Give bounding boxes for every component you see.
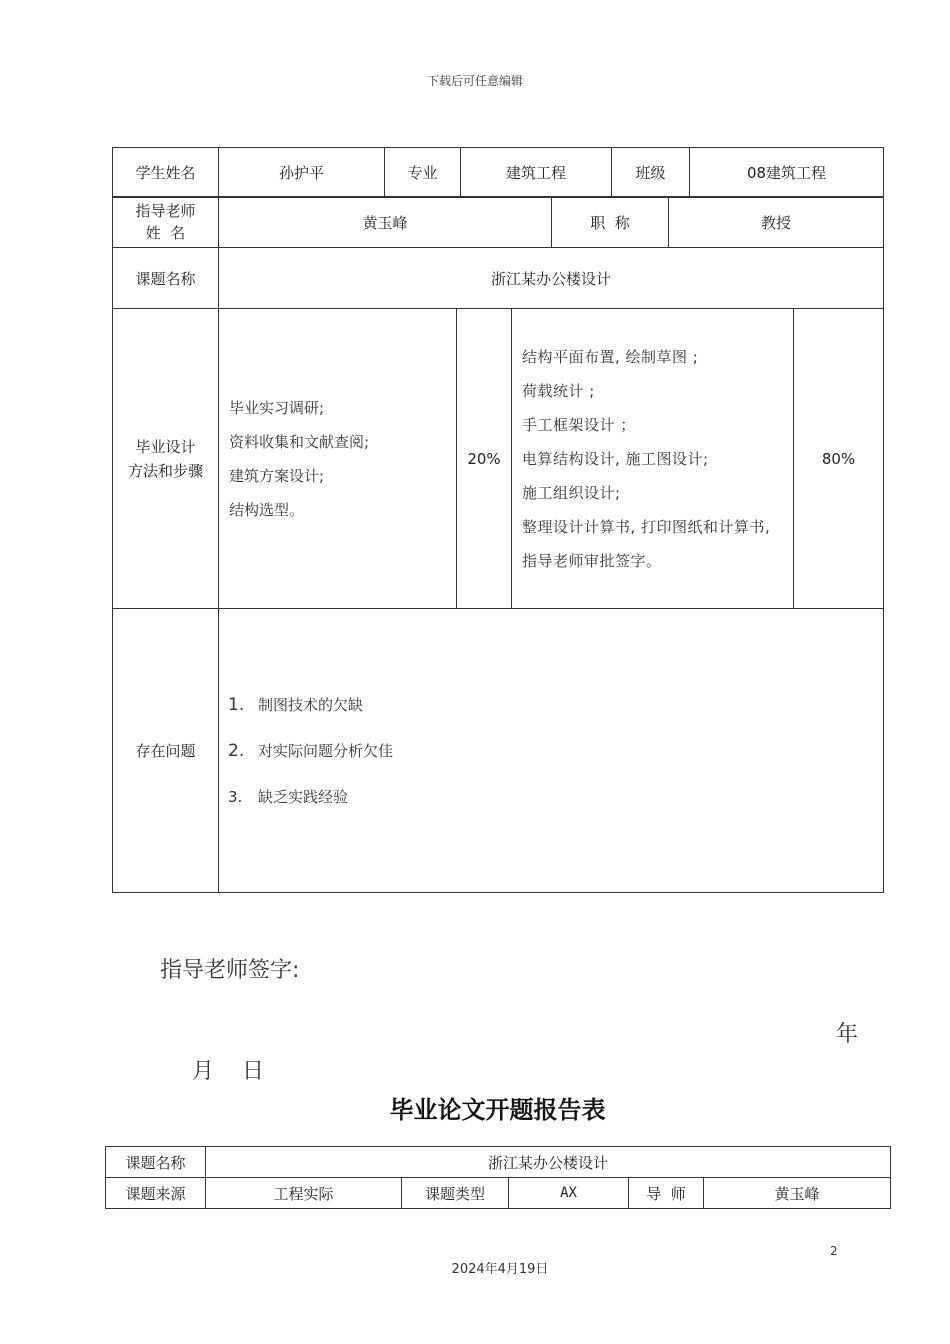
problem-number: 3. (228, 787, 243, 806)
page-number: 2 (830, 1244, 838, 1258)
topic-value: 浙江某办公楼设计 (219, 248, 884, 309)
list-item: 施工组织设计; (522, 483, 621, 502)
method-table (112, 308, 884, 609)
student-info-table (112, 147, 884, 198)
report-table (105, 1146, 891, 1209)
student-name-label: 学生姓名 (113, 148, 219, 198)
header-note: 下载后可任意编辑 (426, 74, 523, 88)
source-value: 工程实际 (206, 1178, 402, 1209)
report-title: 毕业论文开题报告表 (389, 1096, 606, 1124)
list-item: 荷载统计 ; (522, 381, 595, 400)
signature-month-day (192, 1054, 264, 1085)
problems-table (112, 608, 884, 893)
signature-year: 年 (836, 1022, 859, 1047)
footer-date: 2024年4月19日 (451, 1262, 549, 1277)
problem-text: 制图技术的欠缺 (258, 695, 364, 714)
list-item: 结构平面布置, 绘制草图 ; (522, 347, 699, 366)
method-label-line2: 方法和步骤 (127, 461, 203, 480)
method-label (113, 309, 219, 609)
class-value: 08建筑工程 (690, 148, 884, 198)
signature-label: 指导老师签字: (160, 958, 300, 983)
table-row (106, 1178, 891, 1209)
advisor-value: 黄玉峰 (219, 197, 552, 248)
right-percent: 80% (794, 309, 884, 609)
list-item: 毕业实习调研; (229, 398, 325, 417)
problem-number: 1. (228, 694, 245, 715)
left-percent: 20% (457, 309, 512, 609)
advisor-label-line1: 指导老师 (135, 202, 196, 220)
advisor-label (113, 197, 219, 248)
list-item: 结构选型。 (229, 500, 305, 519)
list-item (228, 728, 883, 774)
advisor-label-line2: 姓 名 (145, 224, 186, 242)
signature-month: 月 (192, 1059, 215, 1084)
left-steps-cell (219, 309, 457, 609)
list-item: 资料收集和文献查阅; (229, 432, 370, 451)
list-item: 电算结构设计, 施工图设计; (522, 449, 709, 468)
student-name-value: 孙护平 (219, 148, 385, 198)
job-title-value: 教授 (669, 197, 884, 248)
class-label: 班级 (612, 148, 690, 198)
report-advisor-label: 导 师 (629, 1178, 704, 1209)
topic-table (112, 247, 884, 309)
source-label: 课题来源 (106, 1178, 206, 1209)
table-row (113, 309, 884, 609)
type-value: AX (509, 1178, 629, 1209)
problem-number: 2. (228, 740, 245, 761)
report-advisor-value: 黄玉峰 (704, 1178, 891, 1209)
type-label: 课题类型 (402, 1178, 509, 1209)
job-title-label: 职 称 (552, 197, 669, 248)
table-row (113, 148, 884, 198)
list-item: 建筑方案设计; (229, 466, 325, 485)
report-topic-value: 浙江某办公楼设计 (206, 1147, 891, 1178)
table-row (113, 197, 884, 248)
advisor-table (112, 196, 884, 248)
problems-cell (219, 609, 884, 893)
problems-label: 存在问题 (113, 609, 219, 893)
signature-day: 日 (242, 1059, 265, 1084)
topic-label: 课题名称 (113, 248, 219, 309)
problem-text: 缺乏实践经验 (258, 787, 349, 806)
major-value: 建筑工程 (461, 148, 612, 198)
table-row (113, 248, 884, 309)
list-item (228, 774, 883, 820)
right-steps-cell (512, 309, 794, 609)
list-item: 手工框架设计 ； (522, 415, 636, 434)
table-row (113, 609, 884, 893)
list-item (228, 682, 883, 728)
table-row (106, 1147, 891, 1178)
method-label-line1: 毕业设计 (135, 437, 196, 456)
report-topic-label: 课题名称 (106, 1147, 206, 1178)
major-label: 专业 (385, 148, 461, 198)
problem-text: 对实际问题分析欠佳 (258, 741, 394, 760)
list-item: 整理设计计算书, 打印图纸和计算书, 指导老师审批签字。 (522, 517, 771, 570)
